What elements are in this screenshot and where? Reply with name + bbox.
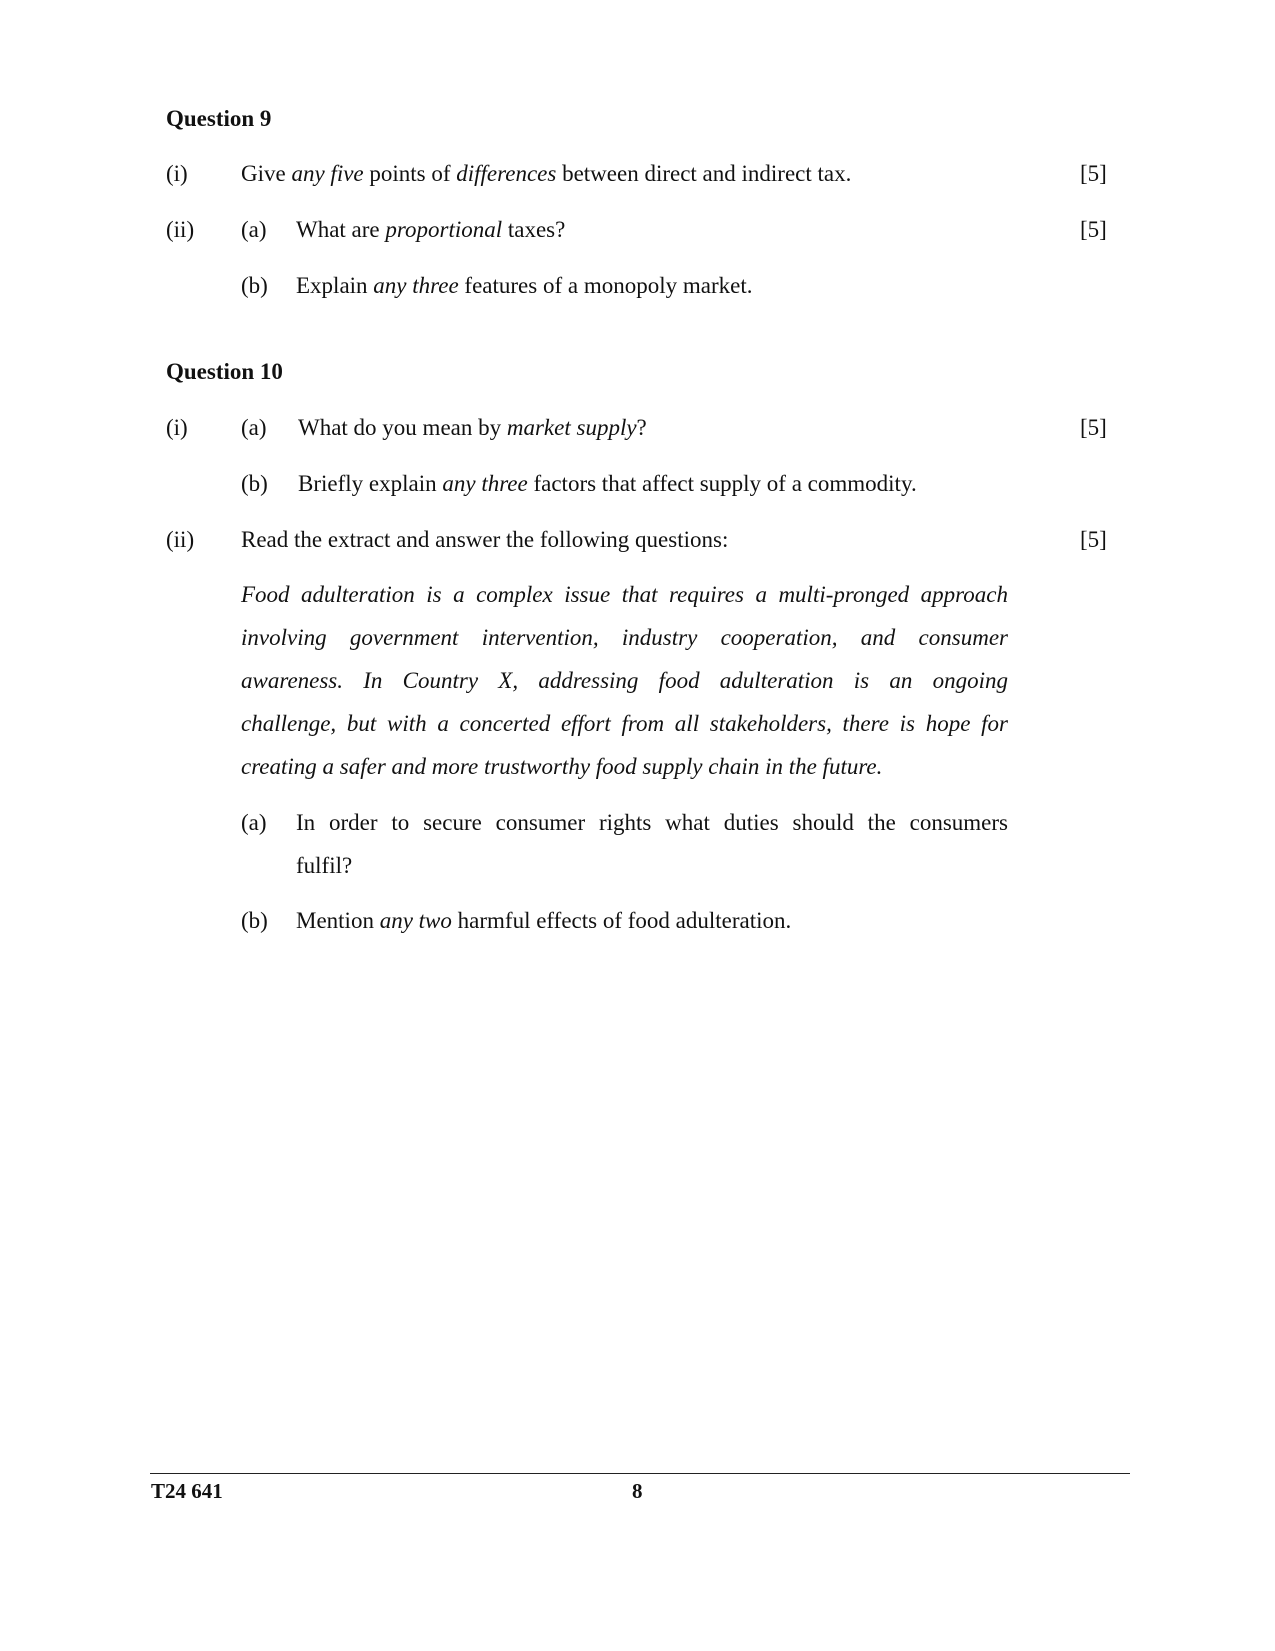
extract-line: creating a safer and more trustworthy food supply chain in the future. (241, 754, 883, 779)
q10-ii-a-text-line1: In order to secure consumer rights what duties should the consumers (296, 810, 1008, 835)
extract-line: Food adulteration is a complex issue that requires a multi-pronged approach (241, 582, 1008, 607)
q9-i-text: Give any five points of differences between direct and indirect tax. (241, 161, 852, 186)
q10-ii-b-text: Mention any two harmful effects of food adulteration. (296, 908, 792, 933)
q10-ii-a-text-line2: fulfil? (296, 853, 353, 878)
q10-i-b-text: Briefly explain any three factors that affect supply of a commodity. (298, 471, 917, 496)
extract-line: involving government intervention, industry cooperation, and consumer (241, 625, 1008, 650)
q9-ii-a-text: What are proportional taxes? (296, 217, 566, 242)
q10-ii-text: Read the extract and answer the following questions: (241, 527, 729, 552)
q9-ii-b-label: (b) (241, 273, 268, 298)
q10-i-a-text: What do you mean by market supply? (298, 415, 647, 440)
q10-i-b-label: (b) (241, 471, 268, 496)
q10-i-marks: [5] (1080, 415, 1107, 440)
footer-page-number: 8 (632, 1479, 643, 1503)
footer-paper-code: T24 641 (151, 1479, 223, 1503)
question-10-heading: Question 10 (166, 359, 283, 384)
q9-ii-b-text: Explain any three features of a monopoly market. (296, 273, 753, 298)
q10-i-a-label: (a) (241, 415, 267, 440)
footer-divider (150, 1473, 1130, 1474)
extract-line: challenge, but with a concerted effort from all stakeholders, there is hope for (241, 711, 1008, 736)
q9-ii-number: (ii) (166, 217, 195, 242)
q10-ii-number: (ii) (166, 527, 195, 552)
q10-i-number: (i) (166, 415, 188, 440)
q9-i-number: (i) (166, 161, 188, 186)
q9-ii-marks: [5] (1080, 217, 1107, 242)
q10-ii-b-label: (b) (241, 908, 268, 933)
extract-line: awareness. In Country X, addressing food adulteration is an ongoing (241, 668, 1008, 693)
question-9-heading: Question 9 (166, 106, 272, 131)
q10-ii-marks: [5] (1080, 527, 1107, 552)
q9-ii-a-label: (a) (241, 217, 267, 242)
q9-i-marks: [5] (1080, 161, 1107, 186)
q10-ii-a-label: (a) (241, 810, 267, 835)
